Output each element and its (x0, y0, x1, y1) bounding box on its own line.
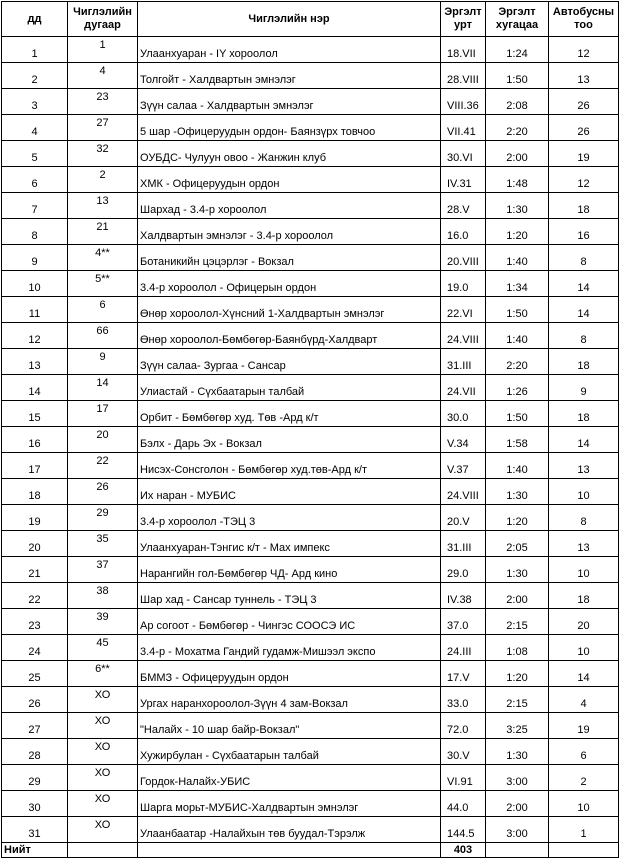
header-route-name: Чиглэлийн нэр (138, 2, 441, 37)
row-number: 9 (2, 245, 68, 271)
route-number: 6** (68, 661, 138, 687)
table-row (2, 817, 619, 843)
route-name: Ботаникийн цэцэрлэг - Вокзал (138, 245, 441, 271)
row-number: 19 (2, 505, 68, 531)
route-duration: 2:20 (486, 115, 549, 141)
total-empty-1 (68, 843, 138, 858)
table-row (2, 297, 619, 323)
row-number: 2 (2, 63, 68, 89)
table-row (2, 505, 619, 531)
route-length: 28.V (441, 193, 486, 219)
row-number: 18 (2, 479, 68, 505)
bus-count: 10 (549, 479, 619, 505)
table-row (2, 635, 619, 661)
route-duration: 1:20 (486, 219, 549, 245)
route-duration: 1:40 (486, 453, 549, 479)
total-empty-2 (138, 843, 441, 858)
route-name: Их наран - МУБИС (138, 479, 441, 505)
route-length: 16.0 (441, 219, 486, 245)
table-row (2, 583, 619, 609)
route-length: 28.VIII (441, 63, 486, 89)
header-line: тоо (574, 19, 593, 31)
row-number: 24 (2, 635, 68, 661)
route-length: 33.0 (441, 687, 486, 713)
route-duration: 3:00 (486, 765, 549, 791)
route-length: 17.V (441, 661, 486, 687)
row-number: 26 (2, 687, 68, 713)
table-row (2, 401, 619, 427)
table-row (2, 141, 619, 167)
table-row (2, 167, 619, 193)
header-line: Чиглэлийн (73, 6, 132, 18)
route-number: 21 (68, 219, 138, 245)
table-row (2, 323, 619, 349)
bus-count: 12 (549, 167, 619, 193)
route-duration: 1:40 (486, 245, 549, 271)
row-number: 25 (2, 661, 68, 687)
bus-count: 8 (549, 505, 619, 531)
route-number: 29 (68, 505, 138, 531)
route-name: Улаанбаатар -Налайхын төв буудал-Тэрэлж (138, 817, 441, 843)
route-name: 5 шар -Офицеруудын ордон- Баянзүрх товчоо (138, 115, 441, 141)
row-number: 12 (2, 323, 68, 349)
header-route-no (68, 2, 138, 37)
bus-count: 13 (549, 531, 619, 557)
route-length: 29.0 (441, 557, 486, 583)
table-row (2, 687, 619, 713)
route-length: 30.VI (441, 141, 486, 167)
route-number: ХО (68, 765, 138, 791)
header-line: дугаар (84, 19, 121, 31)
route-length: 24.VII (441, 375, 486, 401)
table-row (2, 63, 619, 89)
header-duration (486, 2, 549, 37)
route-number: 32 (68, 141, 138, 167)
total-label: Нийт (2, 843, 68, 858)
bus-count: 14 (549, 661, 619, 687)
route-number: 45 (68, 635, 138, 661)
route-duration: 2:15 (486, 609, 549, 635)
bus-count: 14 (549, 271, 619, 297)
bus-count: 4 (549, 687, 619, 713)
table-row (2, 557, 619, 583)
route-duration: 2:08 (486, 89, 549, 115)
route-name: Нисэх-Сонсголон - Бөмбөгөр худ.төв-Ард к/т (138, 453, 441, 479)
route-length: 144.5 (441, 817, 486, 843)
bus-count: 6 (549, 739, 619, 765)
route-name: 3.4-р - Мохатма Гандий гудамж-Мишээл экспо (138, 635, 441, 661)
table-row (2, 531, 619, 557)
route-length: 19.0 (441, 271, 486, 297)
table-row (2, 375, 619, 401)
table-row (2, 765, 619, 791)
bus-count: 13 (549, 453, 619, 479)
route-name: Шарга морьт-МУБИС-Халдвартын эмнэлэг (138, 791, 441, 817)
table-row (2, 245, 619, 271)
table-row (2, 609, 619, 635)
table-row (2, 271, 619, 297)
route-number: 4 (68, 63, 138, 89)
route-length: V.37 (441, 453, 486, 479)
route-length: VII.41 (441, 115, 486, 141)
table-row (2, 791, 619, 817)
row-number: 22 (2, 583, 68, 609)
row-number: 16 (2, 427, 68, 453)
row-number: 20 (2, 531, 68, 557)
bus-count: 18 (549, 349, 619, 375)
row-number: 4 (2, 115, 68, 141)
route-number: 22 (68, 453, 138, 479)
route-name: Нарангийн гол-Бөмбөгөр ЧД- Ард кино (138, 557, 441, 583)
route-length: VIII.36 (441, 89, 486, 115)
row-number: 14 (2, 375, 68, 401)
bus-count: 26 (549, 89, 619, 115)
route-duration: 1:48 (486, 167, 549, 193)
route-name: Бэлх - Дарь Эх - Вокзал (138, 427, 441, 453)
bus-count: 16 (549, 219, 619, 245)
route-number: 26 (68, 479, 138, 505)
route-number: 37 (68, 557, 138, 583)
route-number: 9 (68, 349, 138, 375)
bus-count: 10 (549, 791, 619, 817)
row-number: 31 (2, 817, 68, 843)
route-name: 3.4-р хороолол - Офицерын ордон (138, 271, 441, 297)
bus-count: 8 (549, 323, 619, 349)
bus-count: 10 (549, 635, 619, 661)
route-number: ХО (68, 791, 138, 817)
bus-count: 18 (549, 583, 619, 609)
bus-count: 2 (549, 765, 619, 791)
bus-count: 18 (549, 401, 619, 427)
routes-table-container (1, 1, 619, 858)
route-duration: 1:50 (486, 63, 549, 89)
table-row (2, 219, 619, 245)
table-row (2, 479, 619, 505)
row-number: 3 (2, 89, 68, 115)
row-number: 21 (2, 557, 68, 583)
route-number: 35 (68, 531, 138, 557)
row-number: 5 (2, 141, 68, 167)
row-number: 23 (2, 609, 68, 635)
bus-count: 19 (549, 713, 619, 739)
route-name: Халдвартын эмнэлэг - 3.4-р хороолол (138, 219, 441, 245)
route-duration: 1:30 (486, 479, 549, 505)
route-length: 24.III (441, 635, 486, 661)
header-line: Эргэлт (444, 6, 482, 18)
route-length: 20.VIII (441, 245, 486, 271)
route-duration: 1:40 (486, 323, 549, 349)
header-line: Автобусны (552, 6, 615, 18)
route-length: 22.VI (441, 297, 486, 323)
header-line: Эргэлт (498, 6, 536, 18)
route-name: ХМК - Офицеруудын ордон (138, 167, 441, 193)
route-number: 20 (68, 427, 138, 453)
route-length: 30.0 (441, 401, 486, 427)
route-duration: 2:15 (486, 687, 549, 713)
route-length: 31.III (441, 531, 486, 557)
route-duration: 1:08 (486, 635, 549, 661)
route-number: 17 (68, 401, 138, 427)
row-number: 1 (2, 37, 68, 63)
bus-count: 26 (549, 115, 619, 141)
row-number: 17 (2, 453, 68, 479)
bus-count: 9 (549, 375, 619, 401)
route-length: V.34 (441, 427, 486, 453)
bus-count: 14 (549, 427, 619, 453)
total-empty-4 (549, 843, 619, 858)
route-length: 20.V (441, 505, 486, 531)
route-number: 39 (68, 609, 138, 635)
route-duration: 1:30 (486, 557, 549, 583)
route-duration: 1:24 (486, 37, 549, 63)
route-name: БММЗ - Офицеруудын ордон (138, 661, 441, 687)
route-length: IV.31 (441, 167, 486, 193)
route-length: 18.VII (441, 37, 486, 63)
route-length: 37.0 (441, 609, 486, 635)
route-duration: 3:00 (486, 817, 549, 843)
route-number: 27 (68, 115, 138, 141)
route-name: Улаанхуаран - IY хороолол (138, 37, 441, 63)
header-num: дд (2, 2, 68, 37)
table-row (2, 349, 619, 375)
route-number: 13 (68, 193, 138, 219)
route-duration: 1:26 (486, 375, 549, 401)
table-row (2, 453, 619, 479)
route-duration: 1:34 (486, 271, 549, 297)
route-name: Толгойт - Халдвартын эмнэлэг (138, 63, 441, 89)
table-row (2, 115, 619, 141)
route-name: "Налайх - 10 шар байр-Вокзал" (138, 713, 441, 739)
route-name: Хужирбулан - Сүхбаатарын талбай (138, 739, 441, 765)
route-duration: 2:05 (486, 531, 549, 557)
route-length: 44.0 (441, 791, 486, 817)
row-number: 7 (2, 193, 68, 219)
row-number: 28 (2, 739, 68, 765)
route-number: ХО (68, 817, 138, 843)
table-row (2, 713, 619, 739)
route-length: 24.VIII (441, 479, 486, 505)
route-number: 66 (68, 323, 138, 349)
route-duration: 1:20 (486, 505, 549, 531)
route-length: 72.0 (441, 713, 486, 739)
route-duration: 1:50 (486, 401, 549, 427)
bus-count: 12 (549, 37, 619, 63)
table-row (2, 37, 619, 63)
route-number: 23 (68, 89, 138, 115)
route-duration: 2:20 (486, 349, 549, 375)
row-number: 11 (2, 297, 68, 323)
route-duration: 1:20 (486, 661, 549, 687)
route-name: Ургах наранхороолол-Зүүн 4 зам-Вокзал (138, 687, 441, 713)
route-name: Улаанхуаран-Тэнгис к/т - Мах импекс (138, 531, 441, 557)
bus-count: 14 (549, 297, 619, 323)
table-row (2, 739, 619, 765)
row-number: 8 (2, 219, 68, 245)
route-duration: 2:00 (486, 583, 549, 609)
bus-count: 1 (549, 817, 619, 843)
route-length: 24.VIII (441, 323, 486, 349)
route-number: ХО (68, 713, 138, 739)
route-name: ОУБДС- Чулуун овоо - Жанжин клуб (138, 141, 441, 167)
header-buses (549, 2, 619, 37)
header-length (441, 2, 486, 37)
route-name: Орбит - Бөмбөгөр худ. Төв -Ард к/т (138, 401, 441, 427)
route-duration: 3:25 (486, 713, 549, 739)
route-number: ХО (68, 739, 138, 765)
route-duration: 2:00 (486, 791, 549, 817)
route-duration: 1:50 (486, 297, 549, 323)
table-row (2, 193, 619, 219)
bus-routes-table (1, 1, 619, 858)
route-length: VI.91 (441, 765, 486, 791)
route-number: 4** (68, 245, 138, 271)
bus-count: 10 (549, 557, 619, 583)
total-empty-3 (486, 843, 549, 858)
route-name: 3.4-р хороолол -ТЭЦ 3 (138, 505, 441, 531)
route-length: IV.38 (441, 583, 486, 609)
bus-count: 8 (549, 245, 619, 271)
route-name: Ар согоот - Бөмбөгөр - Чингэс СООСЭ ИС (138, 609, 441, 635)
route-name: Шархад - 3.4-р хороолол (138, 193, 441, 219)
route-number: 6 (68, 297, 138, 323)
total-row (2, 843, 619, 858)
route-duration: 1:30 (486, 739, 549, 765)
header-line: хугацаа (495, 19, 539, 31)
table-row (2, 89, 619, 115)
route-duration: 1:58 (486, 427, 549, 453)
route-length: 31.III (441, 349, 486, 375)
route-name: Өнөр хороолол-Хүнсний 1-Халдвартын эмнэлэг (138, 297, 441, 323)
route-name: Зүүн салаа- Зургаа - Сансар (138, 349, 441, 375)
table-row (2, 661, 619, 687)
route-name: Шар хад - Сансар туннель - ТЭЦ 3 (138, 583, 441, 609)
route-number: 1 (68, 37, 138, 63)
route-number: ХО (68, 687, 138, 713)
bus-count: 18 (549, 193, 619, 219)
route-name: Өнөр хороолол-Бөмбөгөр-Баянбүрд-Халдварт (138, 323, 441, 349)
row-number: 30 (2, 791, 68, 817)
route-duration: 2:00 (486, 141, 549, 167)
route-name: Гордок-Налайх-УБИС (138, 765, 441, 791)
route-number: 2 (68, 167, 138, 193)
route-duration: 1:30 (486, 193, 549, 219)
row-number: 29 (2, 765, 68, 791)
route-number: 38 (68, 583, 138, 609)
row-number: 13 (2, 349, 68, 375)
route-length: 30.V (441, 739, 486, 765)
route-number: 14 (68, 375, 138, 401)
bus-count: 13 (549, 63, 619, 89)
table-row (2, 427, 619, 453)
route-name: Улиастай - Сүхбаатарын талбай (138, 375, 441, 401)
row-number: 6 (2, 167, 68, 193)
route-number: 5** (68, 271, 138, 297)
row-number: 10 (2, 271, 68, 297)
header-row (2, 2, 619, 37)
row-number: 27 (2, 713, 68, 739)
header-line: урт (454, 19, 472, 31)
bus-count: 20 (549, 609, 619, 635)
route-name: Зүүн салаа - Халдвартын эмнэлэг (138, 89, 441, 115)
total-value: 403 (441, 843, 486, 858)
row-number: 15 (2, 401, 68, 427)
bus-count: 19 (549, 141, 619, 167)
